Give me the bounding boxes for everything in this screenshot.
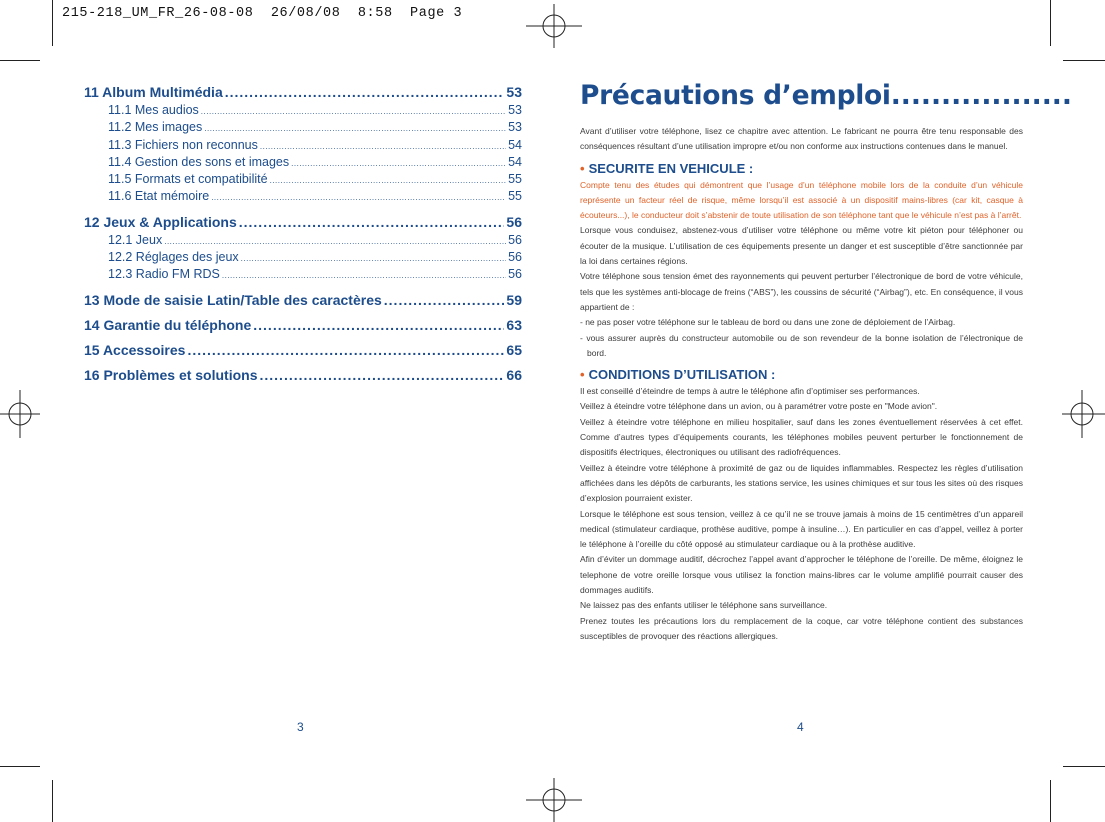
toc-page: 53 bbox=[508, 120, 522, 135]
toc-leader bbox=[241, 254, 506, 263]
toc-page: 63 bbox=[506, 316, 522, 333]
toc-subentry[interactable] bbox=[84, 155, 522, 172]
toc-leader bbox=[222, 271, 506, 280]
toc-title: 12.1 Jeux bbox=[108, 232, 163, 247]
toc-title: 11.4 Gestion des sons et images bbox=[108, 154, 290, 169]
crop-mark bbox=[1050, 0, 1051, 46]
toc-leader bbox=[201, 107, 506, 116]
body-paragraph: Votre téléphone sous tension émet des rayonnements qui peuvent perturber l’électronique de bord de votre véhicule, tels que les systèmes anti-blocage de freins (“ABS”), les coussins de sécurité (“Airbag”), etc. En conséquence, il vous appartient de : bbox=[580, 271, 1023, 312]
bullet-icon: • bbox=[580, 367, 585, 383]
toc-title: 15 Accessoires bbox=[84, 341, 186, 358]
precautions-page bbox=[580, 80, 1072, 644]
dash-list-item: - ne pas poser votre téléphone sur le tableau de bord ou dans une zone de déploiement de l’Airbag. bbox=[580, 317, 956, 328]
registration-mark-right bbox=[1062, 386, 1105, 442]
section-heading-vehicle-safety bbox=[580, 161, 1023, 178]
toc-title: 11.6 Etat mémoire bbox=[108, 189, 210, 204]
toc-subentry[interactable] bbox=[84, 120, 522, 137]
body-paragraph: Afin d’éviter un dommage auditif, décrochez l’appel avant d’approcher le téléphone de l’oreille. De même, éloignez le telephone de votre oreille lorsque vous utilisez la fonction mains-libres car le volume amplifié pourrait causer des dommages auditifs. bbox=[580, 554, 1023, 596]
toc-title: 13 Mode de saisie Latin/Table des caractères bbox=[84, 291, 382, 308]
toc-subentry[interactable] bbox=[84, 189, 522, 206]
toc-leader bbox=[187, 342, 504, 358]
body-paragraph: Veillez à éteindre votre téléphone à proximité de gaz ou de liquides inflammables. Respectez les règles d’utilisation affichées dans les dépôts de carburants, les stations service, les usines chimiques et sur tous les sites où des risques d’explosion pourraient exister. bbox=[580, 462, 1023, 504]
toc-page: 56 bbox=[508, 232, 522, 247]
toc-page: 65 bbox=[506, 341, 522, 358]
toc-page: 54 bbox=[508, 137, 522, 152]
warning-paragraph: Compte tenu des études qui démontrent que l’usage d’un téléphone mobile lors de la conduite d’un véhicule représente un facteur réel de risque, même lorsqu’il est associé à un dispositif mains-libres (car kit, casque à écouteurs...), le conducteur doit s’abstenir de toute utilisation de son téléphone tant que le véhicule n’est pas à l’arrêt. bbox=[580, 179, 1023, 221]
body-paragraph: Lorsque vous conduisez, abstenez-vous d’utiliser votre téléphone ou même votre kit piéton pour téléphoner ou écouter de la musique. L’utilisation de ces équipements presente un danger et est susceptible d’être sanctionnée par la loi dans certaines régions. bbox=[580, 225, 1023, 267]
section-heading-text: CONDITIONS D’UTILISATION : bbox=[588, 367, 776, 383]
toc-page: 53 bbox=[508, 103, 522, 117]
crop-mark bbox=[1063, 766, 1105, 767]
toc-page: 66 bbox=[506, 366, 522, 383]
toc-leader bbox=[253, 317, 504, 333]
crop-mark bbox=[52, 780, 53, 822]
registration-mark-left bbox=[0, 386, 40, 442]
toc-title: 12.2 Réglages des jeux bbox=[108, 250, 239, 265]
toc-leader bbox=[260, 142, 506, 151]
toc-leader bbox=[270, 176, 507, 185]
intro-paragraph: Avant d’utiliser votre téléphone, lisez ce chapitre avec attention. Le fabricant ne pourra être tenu responsable des conséquences résultant d’une utilisation impropre et/ou non conforme aux instructions contenues dans le manuel. bbox=[580, 126, 1023, 152]
bullet-icon: • bbox=[580, 160, 585, 176]
toc-page: 53 bbox=[506, 84, 522, 100]
page-title bbox=[580, 80, 1072, 124]
toc-leader bbox=[291, 159, 506, 168]
toc-chapter[interactable] bbox=[84, 292, 522, 311]
toc-page: 55 bbox=[508, 172, 522, 187]
toc-subentry[interactable] bbox=[84, 250, 522, 267]
toc-leader bbox=[384, 292, 505, 308]
print-header: 215-218_UM_FR_26-08-08 26/08/08 8:58 Page 3 bbox=[62, 6, 463, 21]
toc-page: 55 bbox=[508, 189, 522, 204]
body-paragraph: Veillez à éteindre votre téléphone dans un avion, ou à paramétrer votre poste en "Mode avion". bbox=[580, 401, 938, 412]
page-number-left: 3 bbox=[297, 720, 304, 734]
toc-subentry[interactable] bbox=[84, 233, 522, 250]
toc-page: 56 bbox=[508, 267, 522, 282]
toc-chapter[interactable] bbox=[84, 367, 522, 386]
toc-title: 11.2 Mes images bbox=[108, 120, 203, 135]
toc-chapter[interactable] bbox=[84, 214, 522, 233]
toc-leader bbox=[164, 237, 506, 246]
toc-subentry[interactable] bbox=[84, 267, 522, 284]
toc-chapter[interactable] bbox=[84, 342, 522, 361]
toc-page: 59 bbox=[506, 291, 522, 308]
body-paragraph: Il est conseillé d’éteindre de temps à autre le téléphone afin d’optimiser ses performances. bbox=[580, 386, 920, 397]
section-heading-text: SECURITE EN VEHICULE : bbox=[588, 160, 754, 176]
page-number-right: 4 bbox=[797, 720, 804, 734]
registration-mark-bottom bbox=[526, 778, 582, 822]
crop-mark bbox=[0, 766, 40, 767]
section-heading-usage-conditions bbox=[580, 367, 1023, 384]
toc-leader bbox=[204, 124, 506, 133]
page-title-text: Précautions d’emploi bbox=[580, 80, 891, 111]
toc-chapter[interactable] bbox=[84, 317, 522, 336]
toc-title: 11.1 Mes audios bbox=[108, 103, 199, 117]
page-title-dots: .................. bbox=[890, 80, 1072, 111]
dash-list-item: - vous assurer auprès du constructeur automobile ou de son revendeur de la bonne isolation de l’électronique de bord. bbox=[580, 332, 1023, 358]
body-paragraph: Prenez toutes les précautions lors du remplacement de la coque, car votre téléphone contient des substances susceptibles de provoquer des réactions allergiques. bbox=[580, 615, 1023, 641]
toc-leader bbox=[211, 193, 506, 202]
body-paragraph: Lorsque le téléphone est sous tension, veillez à ce qu’il ne se trouve jamais à moins de 15 centimètres d’un appareil medical (stimulateur cardiaque, prothèse auditive, pompe à insuline…). En particulier en cas d’appel, veillez à porter le téléphone à l’oreille du côté opposé au stimulateur cardiaque ou à la prothèse auditive. bbox=[580, 508, 1023, 550]
toc-page: 54 bbox=[508, 154, 522, 169]
crop-mark bbox=[52, 0, 53, 46]
body-paragraph: Ne laissez pas des enfants utiliser le téléphone sans surveillance. bbox=[580, 600, 828, 611]
body-paragraph: Veillez à éteindre votre téléphone en milieu hospitalier, sauf dans les zones éventuellement réservées à cet effet. Comme d’autres types d’équipements courants, les téléphones mobiles peuvent perturber le fonctionnement de dispositifs électriques, électroniques ou utilisant des radiofréquences. bbox=[580, 416, 1023, 458]
toc-title: 14 Garantie du téléphone bbox=[84, 316, 252, 333]
crop-mark bbox=[1050, 780, 1051, 822]
crop-mark bbox=[1063, 60, 1105, 61]
toc-subentry[interactable] bbox=[84, 138, 522, 155]
table-of-contents bbox=[84, 84, 522, 386]
toc-page: 56 bbox=[506, 213, 522, 230]
toc-title: 12.3 Radio FM RDS bbox=[108, 267, 220, 282]
toc-leader bbox=[225, 84, 505, 100]
toc-title: 11 Album Multimédia bbox=[84, 84, 223, 100]
toc-subentry[interactable] bbox=[84, 172, 522, 189]
crop-mark bbox=[0, 60, 40, 61]
toc-chapter[interactable] bbox=[84, 84, 522, 103]
toc-leader bbox=[260, 367, 505, 383]
toc-title: 11.3 Fichiers non reconnus bbox=[108, 137, 258, 152]
registration-mark-top bbox=[526, 4, 582, 48]
toc-title: 11.5 Formats et compatibilité bbox=[108, 172, 268, 187]
toc-title: 16 Problèmes et solutions bbox=[84, 366, 258, 383]
toc-leader bbox=[239, 214, 505, 230]
toc-page: 56 bbox=[508, 250, 522, 265]
toc-title: 12 Jeux & Applications bbox=[84, 213, 237, 230]
toc-subentry[interactable] bbox=[84, 103, 522, 120]
